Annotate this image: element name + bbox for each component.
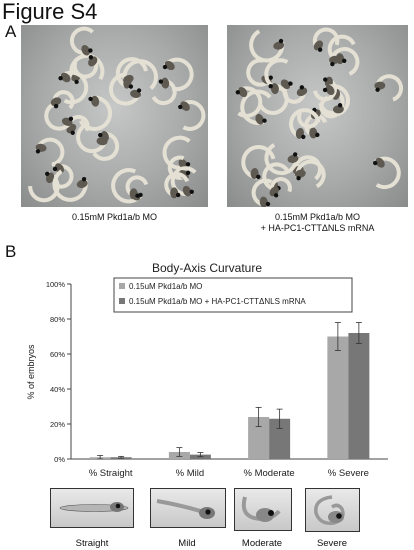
embryo xyxy=(249,27,287,63)
panel-b-label: B xyxy=(5,242,17,261)
caption-control xyxy=(21,212,208,223)
thumb-severe xyxy=(305,488,360,532)
chart-legend xyxy=(114,278,352,312)
thumb-straight xyxy=(50,488,134,528)
y-tick-label: 80% xyxy=(49,315,65,324)
legend-label: 0.15uM Pkd1a/b MO + HA-PC1-CTTΔNLS mRNA xyxy=(129,297,306,306)
caption-rescue-line2: + HA-PC1-CTTΔNLS mRNA xyxy=(260,223,375,233)
y-tick-label: 60% xyxy=(49,350,65,359)
bar xyxy=(327,337,348,460)
caption-rescue xyxy=(227,212,408,234)
embryo xyxy=(242,146,275,181)
thumb-label-straight: Straight xyxy=(75,538,109,549)
embryo-photo-rescue xyxy=(227,25,408,207)
embryo xyxy=(68,25,102,59)
embryo xyxy=(170,95,208,134)
embryo-photo-control xyxy=(21,25,208,207)
figure-title: Figure S4 xyxy=(2,0,98,24)
thumb-mild xyxy=(150,488,226,528)
severe-embryo-drawing xyxy=(306,489,359,531)
embryo-photo-rescue-drawing xyxy=(227,25,408,207)
thumb-moderate xyxy=(234,488,292,531)
chart-title: Body-Axis Curvature xyxy=(151,261,263,275)
embryo xyxy=(48,89,75,115)
thumb-label-moderate: Moderate xyxy=(241,538,283,549)
thumb-label-mild: Mild xyxy=(178,538,196,549)
legend-swatch xyxy=(119,283,125,289)
x-category-label: % Moderate xyxy=(243,468,295,479)
embryo-photo-control-drawing xyxy=(21,25,208,207)
panel-a-label: A xyxy=(5,22,17,41)
y-tick-label: 0% xyxy=(54,455,65,464)
embryo xyxy=(155,53,197,95)
y-tick-label: 40% xyxy=(49,385,65,394)
caption-rescue-line1: 0.15mM Pkd1a/b MO xyxy=(274,212,361,222)
embryo xyxy=(127,177,147,200)
x-category-label: % Straight xyxy=(88,468,133,479)
embryo xyxy=(33,137,64,165)
legend-label: 0.15uM Pkd1a/b MO xyxy=(129,282,203,291)
bar xyxy=(348,333,369,459)
embryo xyxy=(364,151,405,192)
embryo xyxy=(374,76,401,101)
straight-embryo-drawing xyxy=(51,489,133,527)
caption-control-line1: 0.15mM Pkd1a/b MO xyxy=(71,212,158,222)
curvature-bar-chart xyxy=(0,252,414,480)
x-category-label: % Mild xyxy=(175,468,205,479)
y-tick-label: 20% xyxy=(49,420,65,429)
y-axis-label: % of embryos xyxy=(26,344,36,400)
mild-embryo-drawing xyxy=(151,489,225,527)
moderate-embryo-drawing xyxy=(235,489,291,530)
legend-swatch xyxy=(119,298,125,304)
thumb-label-severe: Severe xyxy=(316,538,348,549)
y-tick-label: 100% xyxy=(45,280,65,289)
x-category-label: % Severe xyxy=(327,468,369,479)
